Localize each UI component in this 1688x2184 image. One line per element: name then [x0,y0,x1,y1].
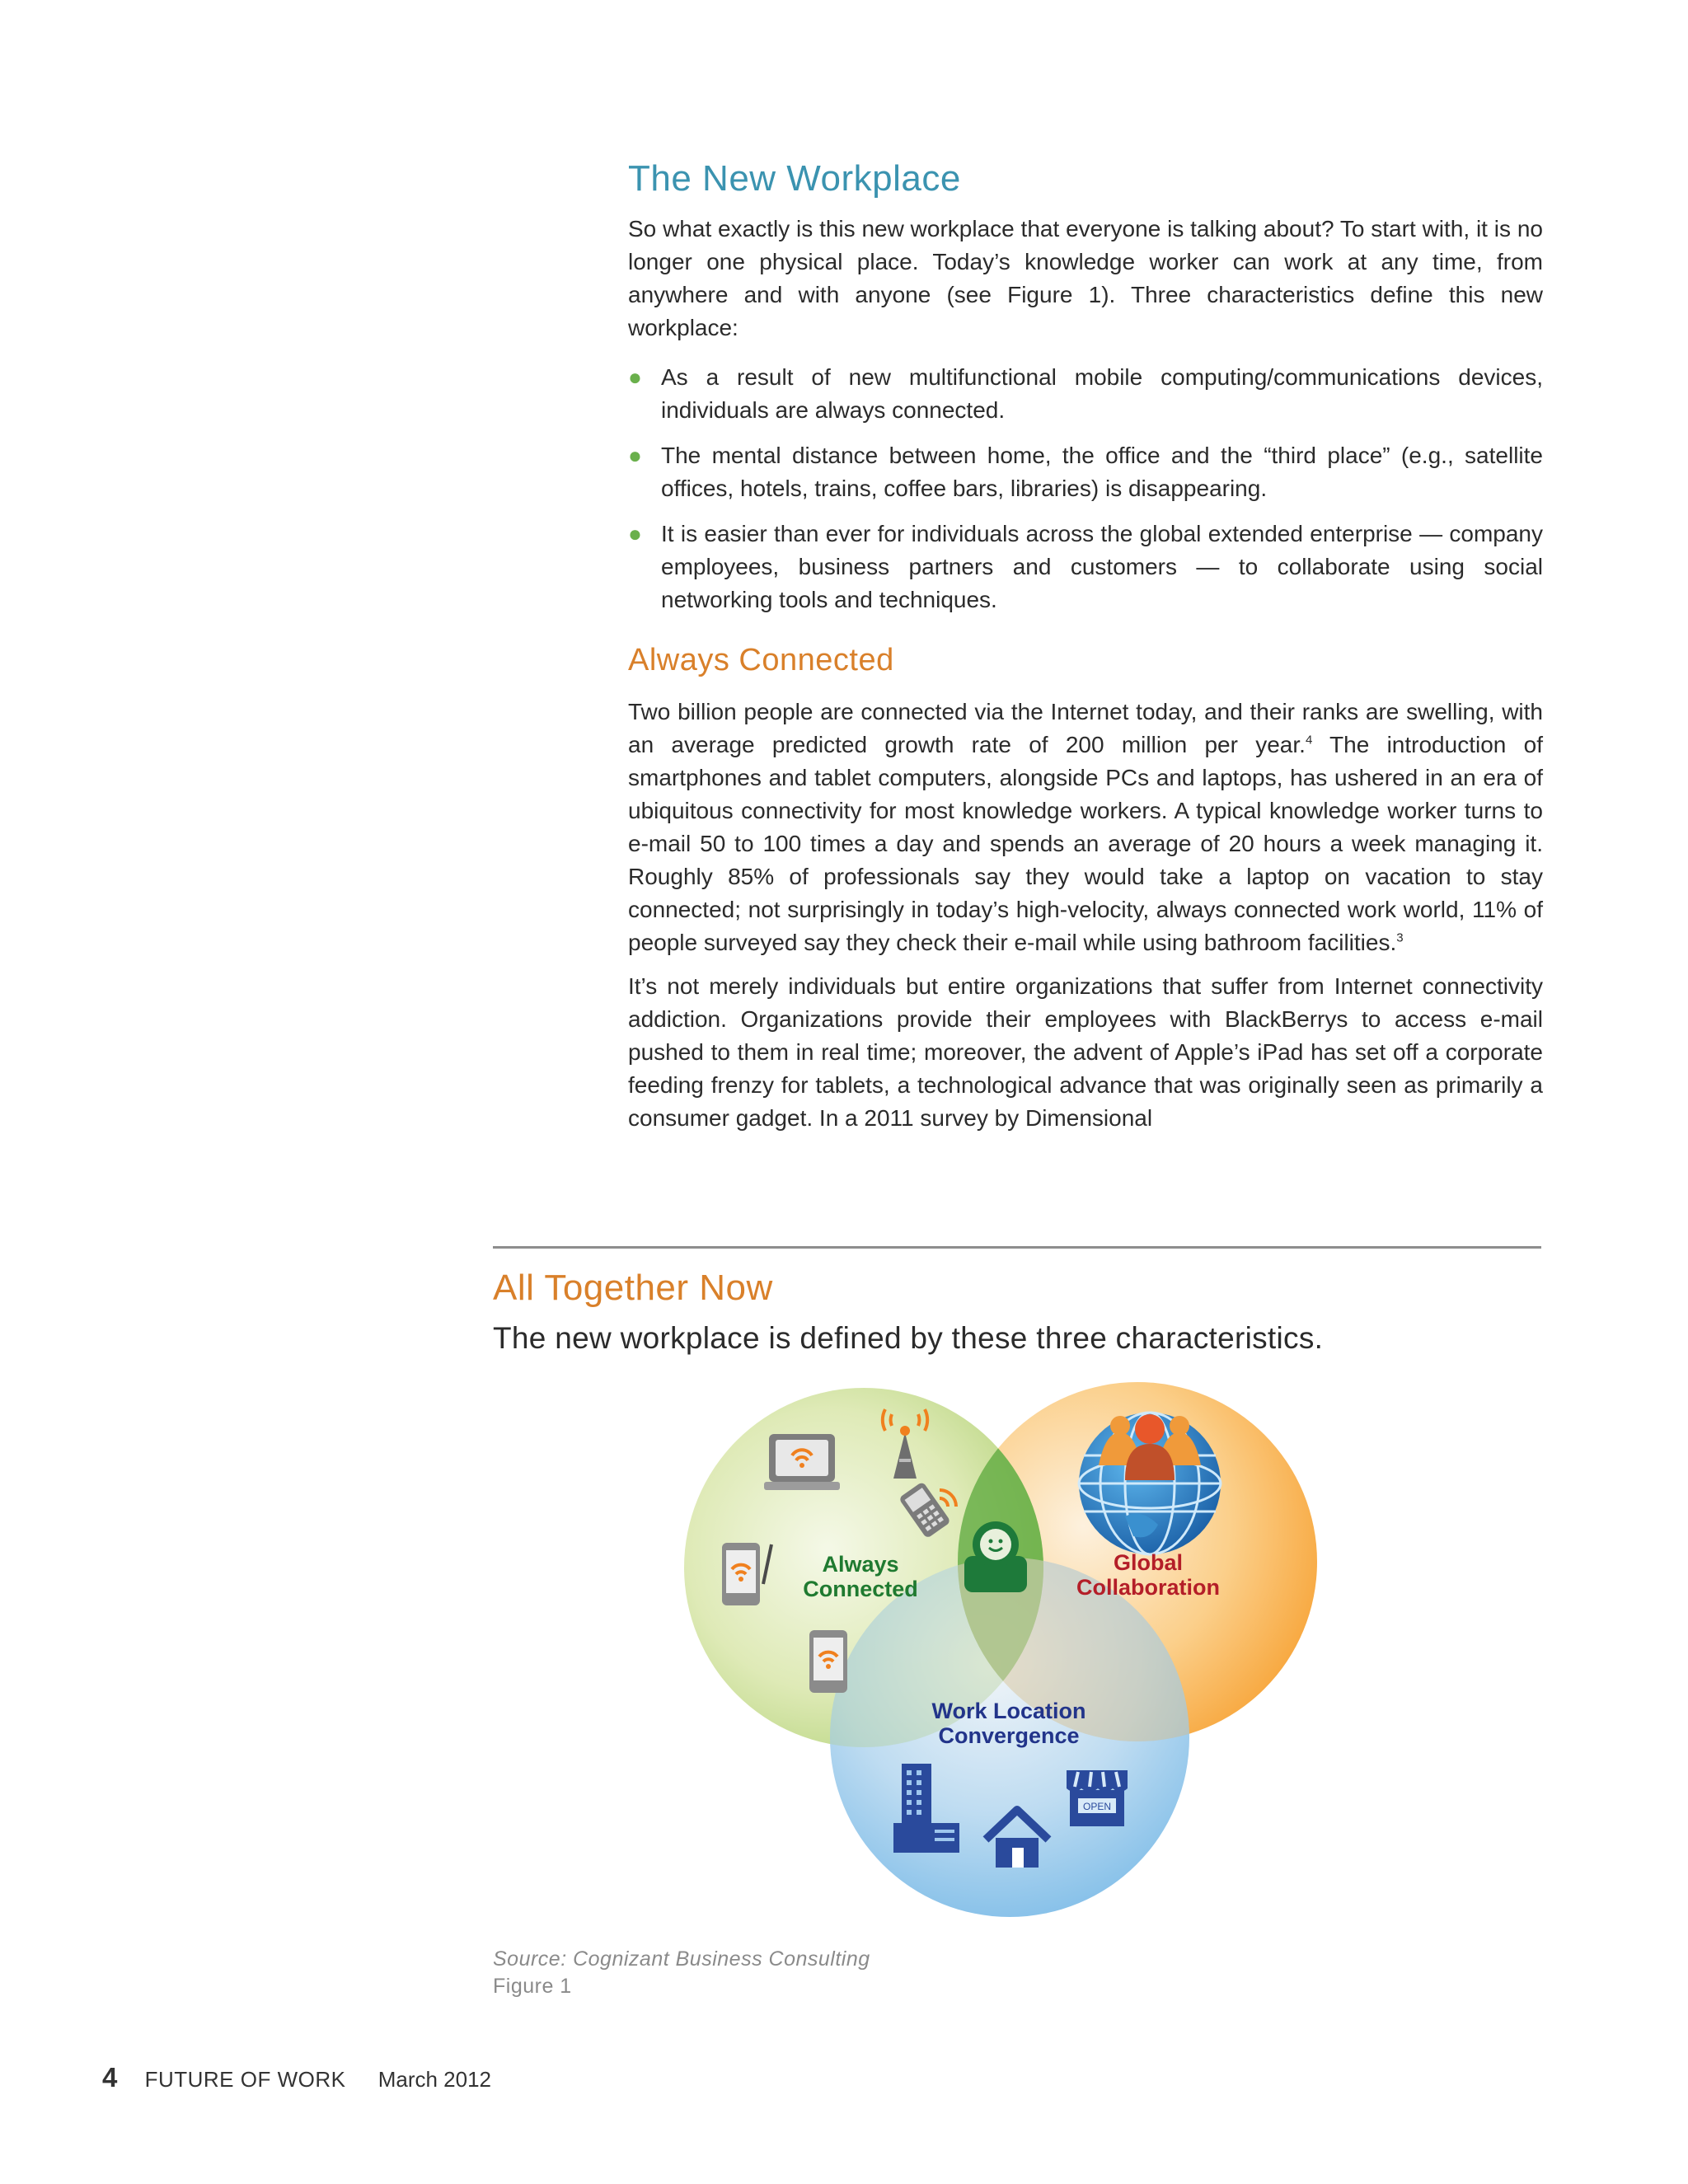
list-item [628,361,1543,427]
bullet-dot-icon: ● [628,521,642,546]
figure-label: Figure 1 [493,1975,572,1998]
always-connected-label-line2: Connected [803,1577,918,1601]
list-item [628,439,1543,505]
paragraph-text: The introduction of smartphones and tablet computers, alongside PCs and laptops, has ushered in an era of ubiquitous connectivity for most knowledge workers. A typical knowledge worker turns to e-mail 50 to 100 times a day and spends an average of 20 hours a week managing it. Roughly 85% of professionals say they would take a laptop on vacation to stay connected; not surprisingly in today’s high-velocity, always connected work world, 11% of people surveyed say they check their e-mail while using bathroom facilities. [628,732,1543,955]
intro-block [628,213,1543,344]
figure-source: Source: Cognizant Business Consulting [493,1947,870,1971]
smartphone-icon [809,1630,847,1693]
work-location-label-line1: Work Location [931,1699,1086,1723]
section-heading: The New Workplace [628,158,961,199]
global-collaboration-label-line1: Global [1113,1550,1184,1575]
global-collaboration-label-line2: Collaboration [1076,1575,1220,1600]
list-item [628,518,1543,616]
figure-title: All Together Now [493,1268,773,1308]
bullet-list-block [628,361,1543,629]
storefront-icon [1067,1770,1128,1826]
store-sign-text: OPEN [1082,1801,1112,1812]
characteristics-list [628,361,1543,616]
body-paragraph-1 [628,696,1543,959]
paragraph-text: Two billion people are connected via the Internet today, and their ranks are swelling, with an average predicted growth rate of 200 million per year. [628,699,1543,757]
figure-subtitle: The new workplace is defined by these three characteristics. [493,1321,1324,1355]
list-item-text: The mental distance between home, the office and the “third place” (e.g., satellite offices, hotels, trains, coffee bars, libraries) is disappearing. [661,443,1543,501]
globe-people-icon [1079,1413,1221,1554]
laptop-icon [764,1434,840,1490]
footnote-ref: 3 [1396,930,1404,945]
body-paragraph-2: It’s not merely individuals but entire organizations that suffer from Internet connectivity addiction. Organizations provide their employees with BlackBerrys to access e-mail pushed to them in real time; moreover, the advent of Apple’s iPad has set off a corporate feeding frenzy for tablets, a technological advance that was originally seen as primarily a consumer gadget. In a 2011 survey by Dimensional [628,973,1543,1131]
subsection-heading: Always Connected [628,643,894,677]
venn-diagram [493,1368,1334,1929]
work-location-label-line2: Convergence [938,1723,1080,1748]
footnote-ref: 4 [1305,733,1313,748]
always-connected-body [628,696,1543,1135]
publication-date: March 2012 [377,2067,492,2092]
publication-name: FUTURE OF WORK [144,2067,346,2092]
figure-divider [493,1246,1541,1249]
subsection-always-connected [628,643,1543,678]
always-connected-label-line1: Always [822,1552,899,1577]
list-item-text: It is easier than ever for individuals across the global extended enterprise — company employees, business partners and customers — to collaborate using social networking tools and techniques. [661,521,1543,612]
page-footer [102,2062,491,2093]
page-number: 4 [102,2062,118,2093]
bullet-dot-icon: ● [628,364,642,390]
intro-paragraph: So what exactly is this new workplace that everyone is talking about? To start with, it is no longer one physical place. Today’s knowledge worker can work at any time, from anywhere and with anyone (see Figure 1). Three characteristics define this new workplace: [628,216,1543,340]
bullet-dot-icon: ● [628,443,642,468]
list-item-text: As a result of new multifunctional mobile computing/communications devices, individuals are always connected. [661,364,1543,423]
section-title-new-workplace [628,158,1543,199]
